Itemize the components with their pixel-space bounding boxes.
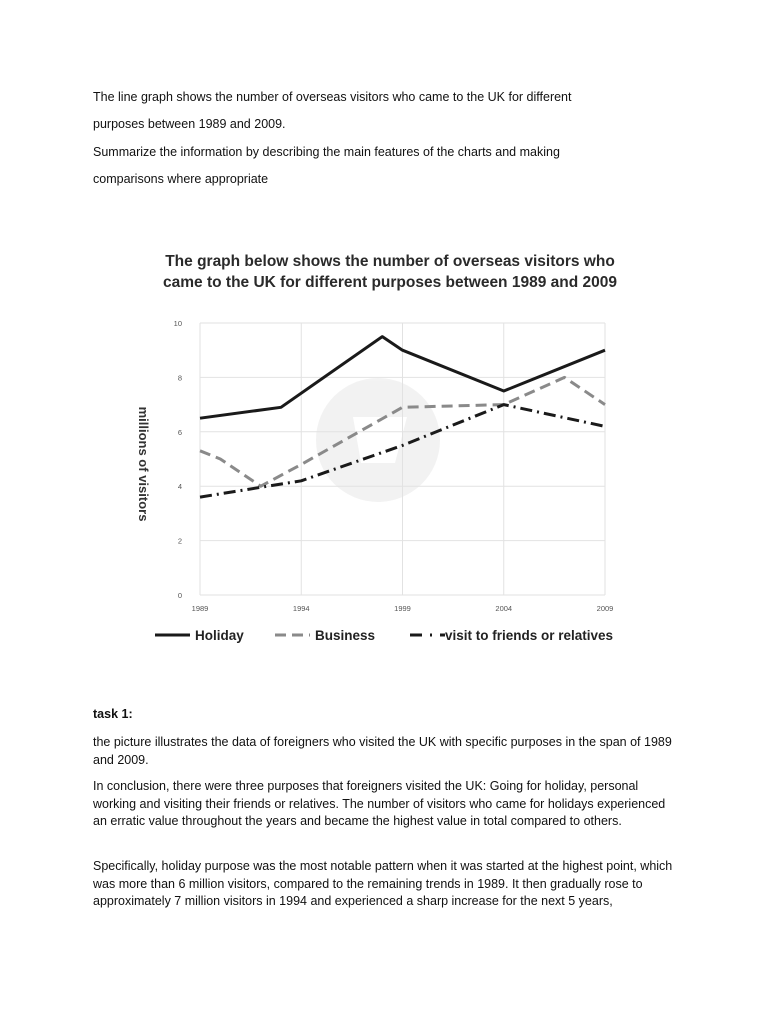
y-tick-label: 0 — [177, 591, 182, 600]
y-tick-label: 6 — [177, 427, 182, 437]
legend-label: Business — [315, 628, 376, 643]
line-chart — [125, 245, 655, 655]
prompt-line-4: comparisons where appropriate — [93, 172, 269, 186]
x-tick-label: 2004 — [495, 604, 513, 613]
y-tick-label: 10 — [173, 319, 182, 328]
x-tick-label: 2009 — [596, 604, 614, 613]
task-paragraph-1: the picture illustrates the data of foreigners who visited the UK with specific purposes in the span of 1989 and 2009. — [93, 735, 672, 767]
chart-title-line-1: The graph below shows the number of overseas visitors who — [165, 253, 615, 270]
prompt-line-3: Summarize the information by describing the main features of the charts and making — [93, 145, 560, 159]
y-tick-label: 4 — [177, 482, 182, 492]
chart-svg — [125, 245, 655, 655]
legend-label: visit to friends or relatives — [445, 628, 614, 643]
task-paragraph-3: Specifically, holiday purpose was the most notable pattern when it was started at the highest point, which was more than 6 million visitors, compared to the remaining trends in 1989. It then gradually rose to approximately 7 million visitors in 1994 and experienced a sharp increase for the next 5 years, — [93, 859, 673, 908]
legend-label: Holiday — [195, 628, 244, 643]
y-tick-label: 2 — [177, 536, 182, 546]
x-tick-label: 1989 — [191, 604, 209, 613]
task-label: task 1: — [93, 707, 133, 721]
x-tick-label: 1994 — [292, 604, 310, 613]
task-paragraph-2: In conclusion, there were three purposes that foreigners visited the UK: Going for holiday, personal working and visiting their friends or relatives. The number of visitors who came for holidays experienced an erratic value throughout the years and became the highest value in total compared to others. — [93, 779, 666, 828]
x-tick-label: 1999 — [394, 604, 411, 613]
watermark-logo — [316, 378, 440, 502]
y-axis-label: millions of visitors — [136, 406, 151, 522]
prompt-line-2: purposes between 1989 and 2009. — [93, 117, 286, 131]
chart-title-line-2: came to the UK for different purposes between 1989 and 2009 — [163, 274, 617, 291]
prompt-line-1: The line graph shows the number of overseas visitors who came to the UK for different — [93, 90, 572, 104]
y-tick-label: 8 — [177, 373, 182, 383]
